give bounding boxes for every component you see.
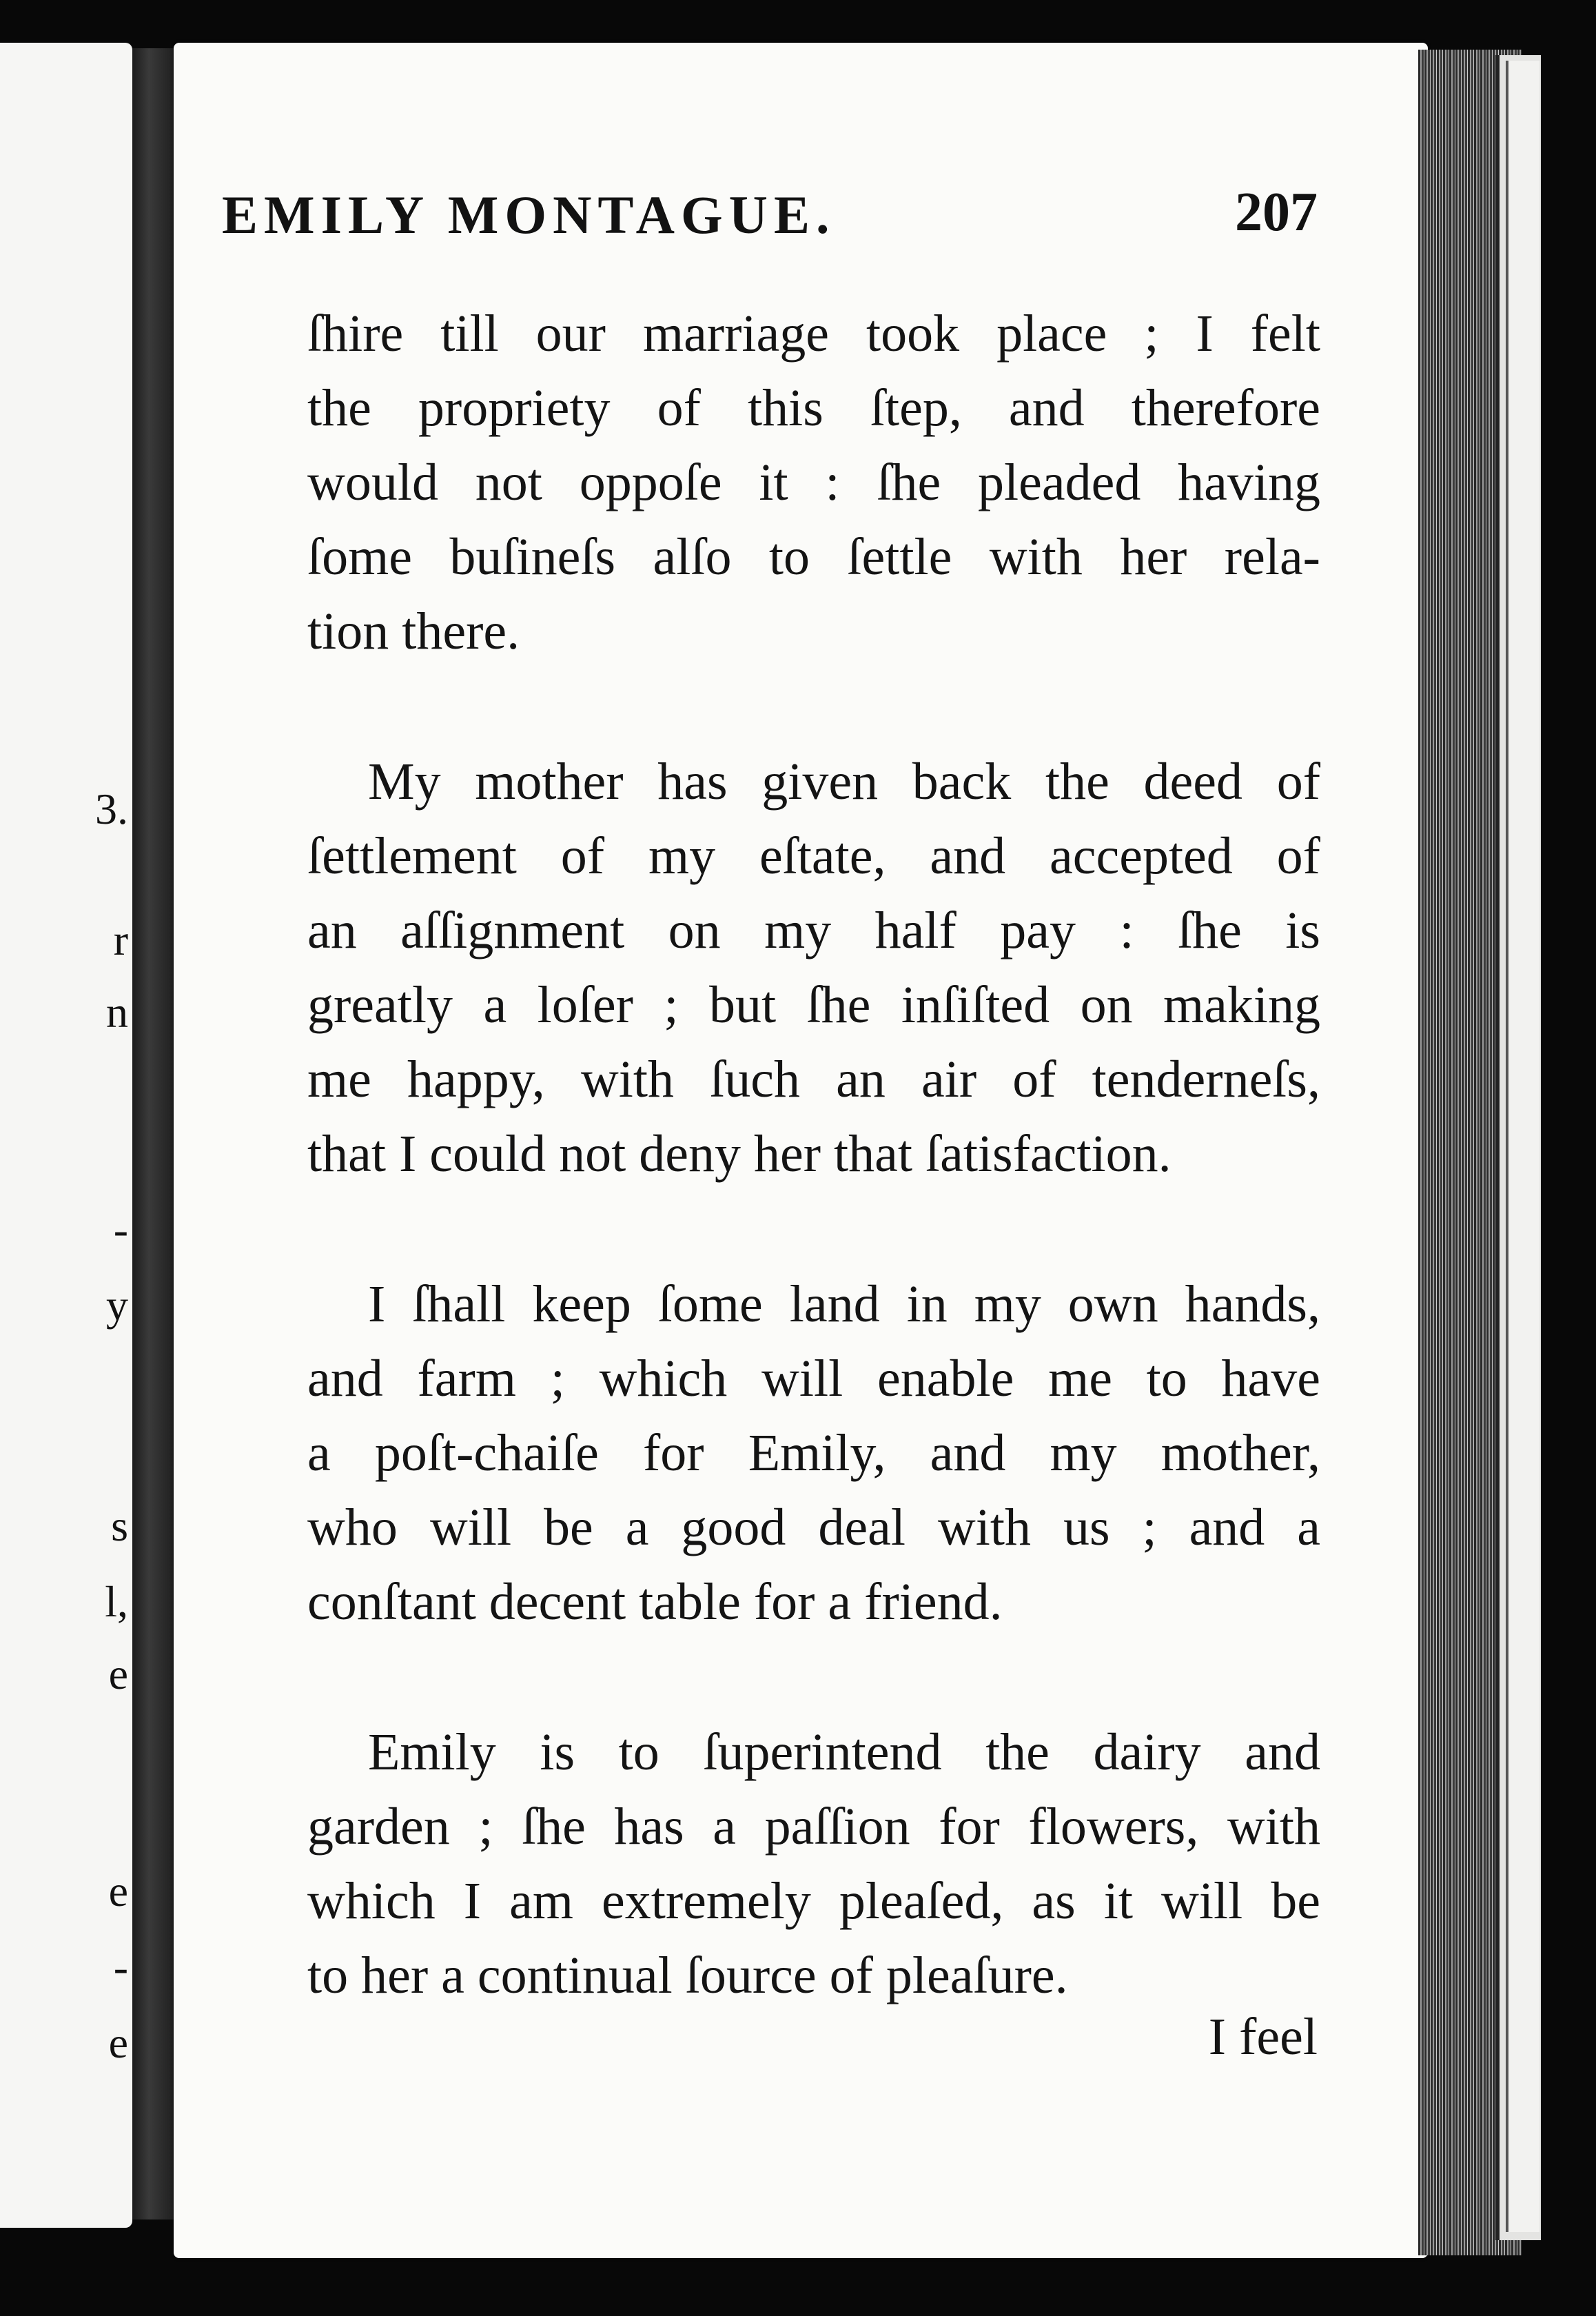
text-line: who will be a good deal with us ; and a	[307, 1499, 1320, 1556]
page-edges-outer-light	[1506, 61, 1539, 2232]
text-line: greatly a loſer ; but ſhe inſiſted on making	[307, 976, 1320, 1034]
text-line: and farm ; which will enable me to have	[307, 1350, 1320, 1408]
text-line: tion there.	[307, 602, 520, 660]
text-line: I ſhall keep ſome land in my own hands,	[368, 1275, 1320, 1333]
paragraph	[307, 296, 1320, 669]
left-page-fragment: e	[108, 1867, 128, 1916]
left-page-fragment: -	[113, 1205, 128, 1254]
text-line: ſettlement of my eſtate, and accepted of	[307, 827, 1320, 885]
text-line: an aſſignment on my half pay : ſhe is	[307, 902, 1320, 959]
text-line: My mother has given back the deed of	[368, 753, 1320, 811]
catchword: I feel	[1208, 2008, 1318, 2066]
left-page-fragment: e	[108, 1649, 128, 1698]
left-page-fragment: n	[106, 988, 128, 1037]
left-page-fragment: s	[111, 1501, 128, 1550]
text-line: conſtant decent table for a friend.	[307, 1573, 1003, 1631]
paragraph	[307, 1715, 1320, 2013]
body-text	[307, 296, 1320, 2013]
text-line: a poſt-chaiſe for Emily, and my mother,	[307, 1424, 1320, 1482]
text-line: ſome buſineſs alſo to ſettle with her rela-	[307, 528, 1320, 586]
book-gutter	[132, 48, 174, 2220]
text-line: to her a continual ſource of pleaſure.	[307, 1947, 1068, 2004]
text-line: Emily is to ſuperintend the dairy and	[368, 1723, 1320, 1781]
text-line: would not oppoſe it : ſhe pleaded having	[307, 454, 1320, 511]
running-head-title: EMILY MONTAGUE.	[222, 185, 836, 245]
text-line: garden ; ſhe has a paſſion for flowers, with	[307, 1798, 1320, 1856]
left-page-fragment: y	[106, 1281, 128, 1330]
paragraph	[307, 1267, 1320, 1639]
left-page-fragment: 3.	[95, 784, 128, 833]
text-line: me happy, with ſuch an air of tenderneſs,	[307, 1050, 1320, 1108]
left-facing-page	[0, 43, 132, 2228]
left-page-fragment: l,	[105, 1577, 128, 1626]
text-line: the propriety of this ſtep, and therefore	[307, 379, 1320, 437]
paragraph	[307, 744, 1320, 1191]
left-page-fragment: e	[108, 2018, 128, 2067]
left-page-fragment: -	[113, 1942, 128, 1991]
page-number: 207	[1235, 182, 1318, 243]
left-page-fragment: r	[113, 915, 128, 964]
text-line: that I could not deny her that ſatisfaction.	[307, 1125, 1172, 1183]
text-line: ſhire till our marriage took place ; I felt	[307, 305, 1320, 363]
text-line: which I am extremely pleaſed, as it will be	[307, 1872, 1320, 1930]
